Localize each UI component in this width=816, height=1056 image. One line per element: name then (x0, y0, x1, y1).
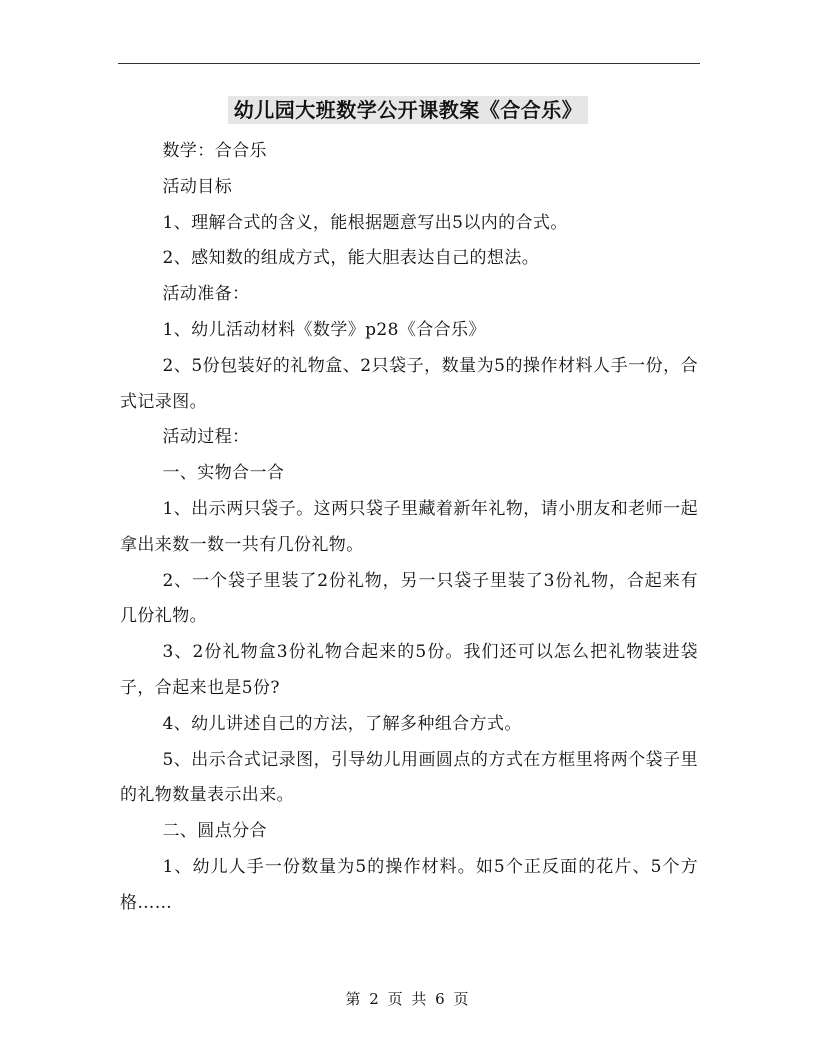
paragraph: 1、幼儿活动材料《数学》p28《合合乐》 (162, 319, 486, 340)
paragraph: 活动准备： (162, 284, 250, 305)
paragraph: 1、幼儿人手一份数量为5的操作材料。如5个正反面的花片、5个方格…… (120, 856, 698, 913)
document-body (120, 134, 698, 922)
paragraph: 一、实物合一合 (162, 463, 285, 484)
paragraph: 4、幼儿讲述自己的方法，了解多种组合方式。 (162, 713, 522, 734)
paragraph: 2、5份包装好的礼物盒、2只袋子，数量为5的操作材料人手一份，合式记录图。 (120, 355, 698, 412)
document-title: 幼儿园大班数学公开课教案《合合乐》 (228, 96, 589, 124)
paragraph: 5、出示合式记录图，引导幼儿用画圆点的方式在方框里将两个袋子里的礼物数量表示出来。 (120, 749, 698, 806)
paragraph: 2、一个袋子里装了2份礼物，另一只袋子里装了3份礼物，合起来有几份礼物。 (120, 570, 698, 627)
paragraph: 2、感知数的组成方式，能大胆表达自己的想法。 (162, 248, 540, 269)
paragraph: 数学：合合乐 (162, 141, 267, 161)
paragraph: 3、2份礼物盒3份礼物合起来的5份。我们还可以怎么把礼物装进袋子，合起来也是5份? (120, 642, 698, 698)
page-number-label: 第 2 页 共 6 页 (345, 990, 471, 1008)
paragraph: 活动目标 (162, 176, 233, 197)
paragraph: 1、出示两只袋子。这两只袋子里藏着新年礼物，请小朋友和老师一起拿出来数一数一共有几份礼物。 (120, 498, 698, 555)
header-rule (118, 63, 700, 64)
paragraph: 1、理解合式的含义，能根据题意写出5以内的合式。 (162, 212, 568, 233)
paragraph: 二、圆点分合 (162, 821, 267, 842)
page-footer (0, 988, 816, 1009)
title-container (0, 96, 816, 124)
paragraph: 活动过程： (162, 427, 250, 448)
